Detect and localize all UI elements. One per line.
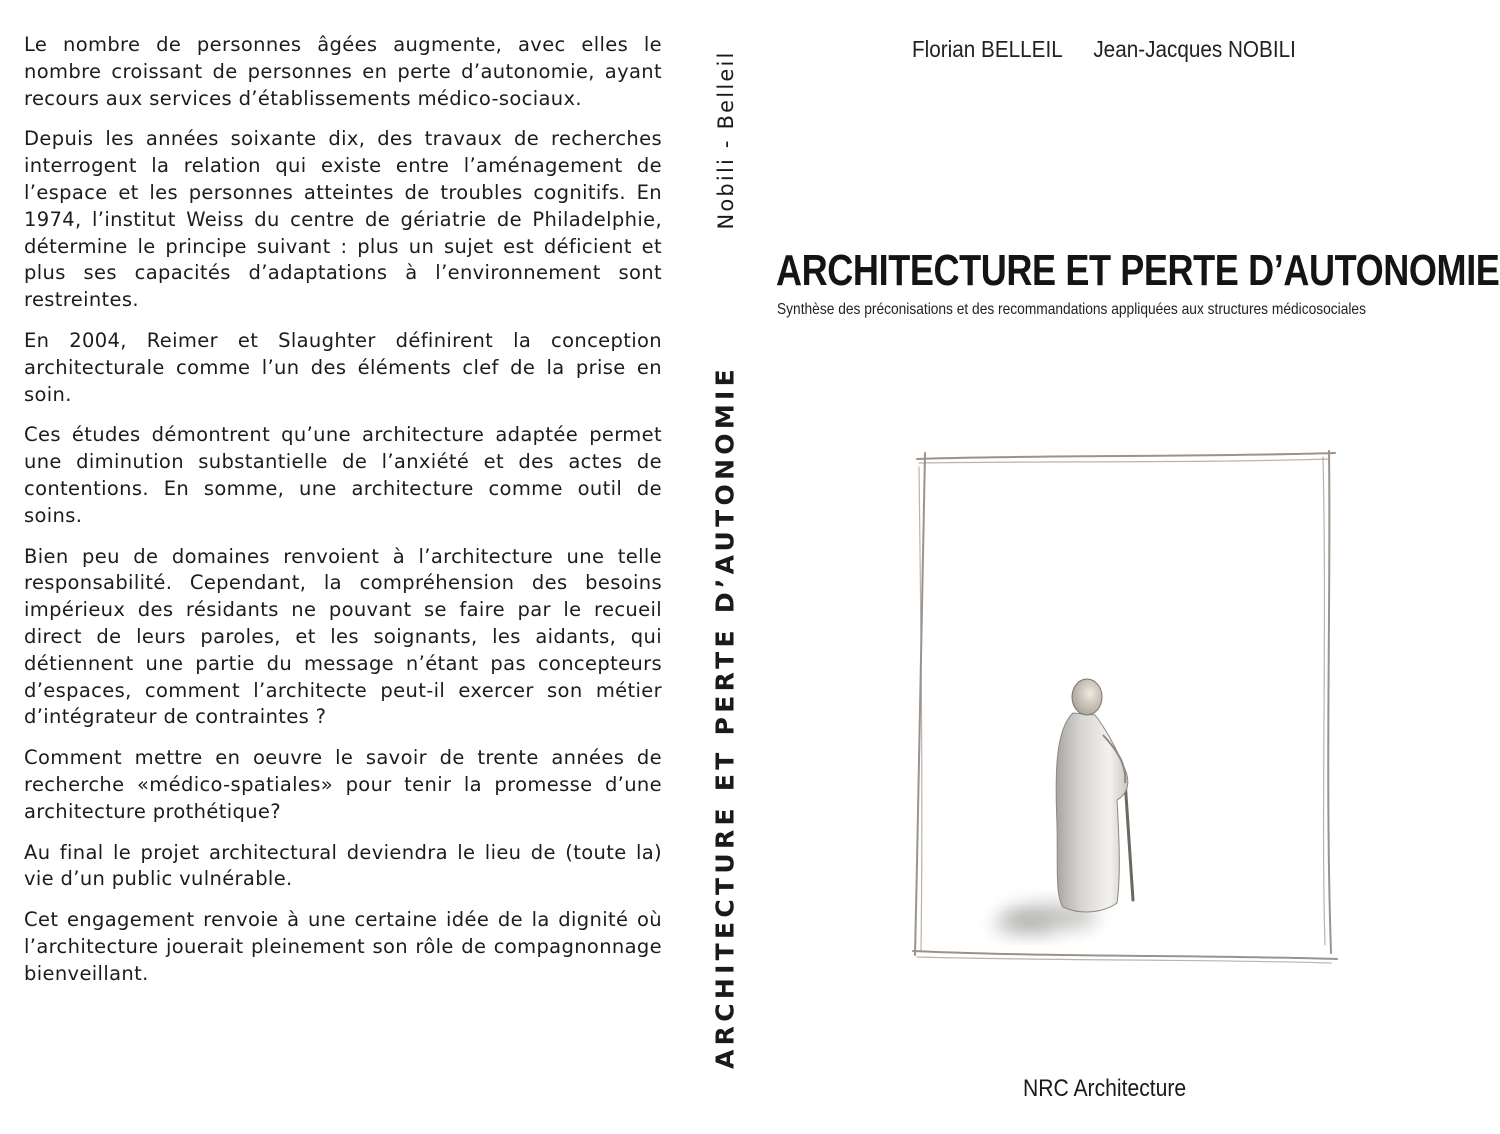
back-cover-paragraph: Comment mettre en oeuvre le savoir de trente années de recherche «médico-spatiales» pour tenir la promesse d’une architecture prothétique?: [24, 746, 662, 823]
back-cover-paragraph: En 2004, Reimer et Slaughter définirent la conception architecturale comme l’un des éléments clef de la prise en soin.: [24, 328, 662, 406]
back-cover: [24, 32, 662, 1002]
spine-title-text: ARCHITECTURE ET PERTE D’AUTONOMIE: [710, 365, 740, 1069]
author-name: Florian BELLEIL: [912, 36, 1063, 62]
elderly-figure: [1056, 679, 1128, 912]
back-cover-paragraph: Le nombre de personnes âgées augmente, avec elles le nombre croissant de personnes en perte d’autonomie, ayant recours aux services d’établissements médico-sociaux.: [24, 33, 662, 110]
author-name: Jean-Jacques NOBILI: [1093, 36, 1296, 62]
back-cover-paragraph: Cet engagement renvoie à une certaine idée de la dignité où l’architecture jouerait pleinement son rôle de compagnonnage bienveillant.: [24, 908, 662, 985]
book-title: ARCHITECTURE ET PERTE D’AUTONOMIE: [776, 246, 1500, 295]
spine-authors: [706, 40, 746, 240]
spine-title: [700, 338, 750, 1096]
back-cover-paragraph: Depuis les années soixante dix, des travaux de recherches interrogent la relation qui existe entre l’aménagement de l’espace et les personnes atteintes de troubles cognitifs. En 1974, l’institut Weiss du centre de gériatrie de Philadelphie, détermine le principe suivant : plus un sujet est déficient et plus ses capacités d’adaptations à l’environnement sont restreintes.: [24, 127, 662, 312]
publisher-name: NRC Architecture: [1023, 1075, 1187, 1102]
back-cover-paragraph: Bien peu de domaines renvoient à l’architecture une telle responsabilité. Cependant, la compréhension des besoins impérieux des résidants ne pouvant se faire par le recueil direct de leurs paroles, et les soignants, les aidants, qui détiennent une partie du message n’étant pas concepteurs d’espaces, comment l’architecte peut-il exercer son métier d’intégrateur de contraintes ?: [24, 544, 662, 729]
front-cover-authors: [912, 36, 1296, 63]
sketch-frame: [913, 451, 1337, 963]
back-cover-paragraph: Au final le projet architectural deviendra le lieu de (toute la) vie d’un public vulnérable.: [24, 840, 662, 891]
book-subtitle: Synthèse des préconisations et des recommandations appliquées aux structures médicosociales: [777, 301, 1366, 318]
spine-authors-text: Nobili - Belleil: [714, 50, 738, 230]
cover-illustration: [905, 445, 1345, 975]
back-cover-paragraph: Ces études démontrent qu’une architecture adaptée permet une diminution substantielle de l’anxiété et des actes de contentions. En somme, une architecture comme outil de soins.: [24, 423, 662, 527]
cane: [1125, 780, 1133, 900]
